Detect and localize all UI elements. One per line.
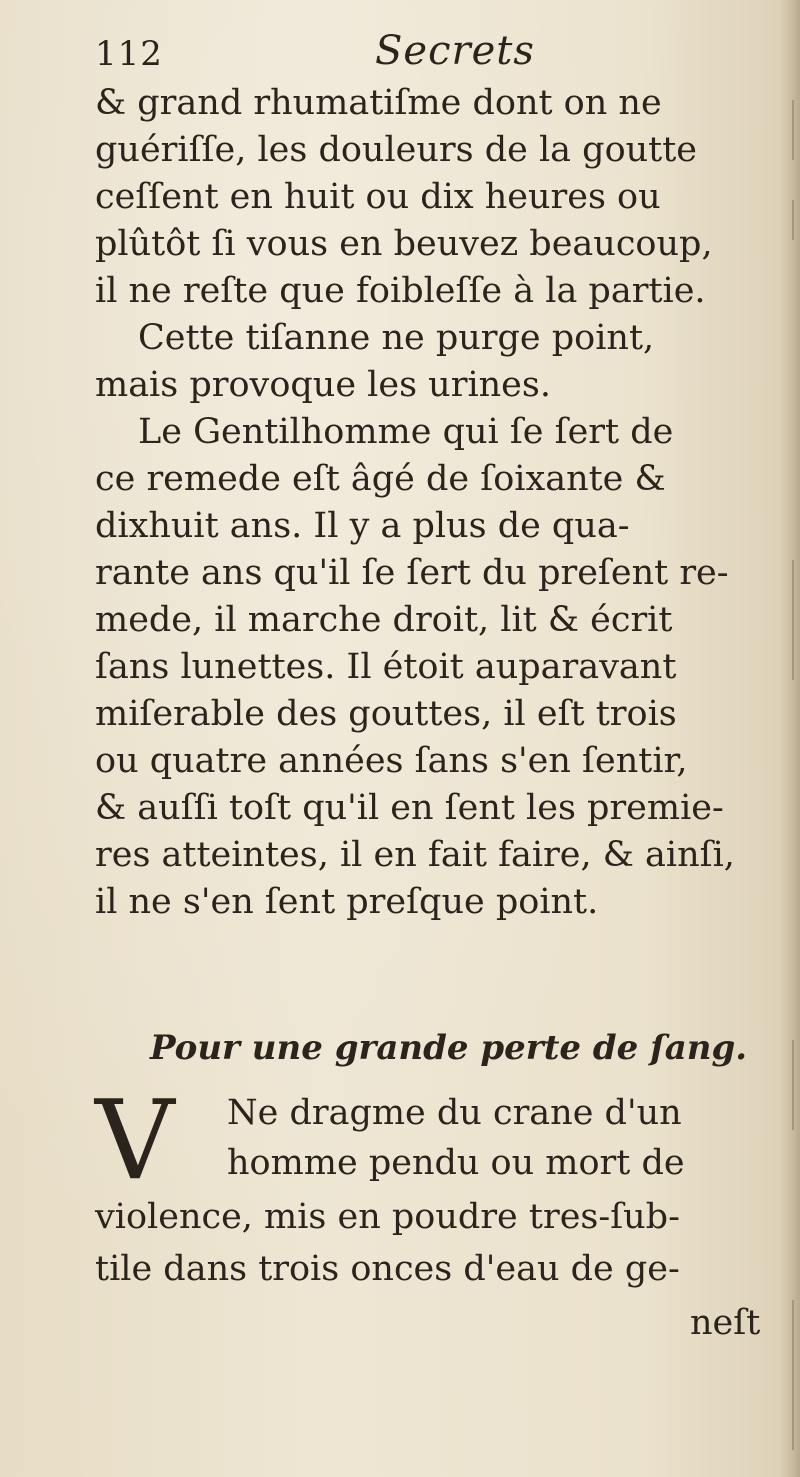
text-line: il ne s'en ſent preſque point. bbox=[95, 882, 599, 922]
catchword: neſt bbox=[690, 1303, 761, 1343]
text-line: Le Gentilhomme qui ſe ſert de bbox=[138, 412, 674, 452]
text-line: mais provoque les urines. bbox=[95, 365, 551, 405]
text-line: plûtôt ſi vous en beuvez beaucoup, bbox=[95, 224, 713, 264]
body-text bbox=[95, 80, 785, 926]
text-line: res atteintes, il en fait faire, & ainſi, bbox=[95, 835, 735, 875]
bleed-through-mark bbox=[792, 560, 794, 680]
text-line: Ne dragme du crane d'un bbox=[227, 1093, 682, 1133]
text-line: & auſſi toſt qu'il en ſent les premie- bbox=[95, 788, 724, 828]
text-line: miſerable des gouttes, il eſt trois bbox=[95, 694, 677, 734]
text-line: ceſſent en huit ou dix heures ou bbox=[95, 177, 661, 217]
text-line: mede, il marche droit, lit & écrit bbox=[95, 600, 673, 640]
text-line: ce remede eſt âgé de ſoixante & bbox=[95, 459, 666, 499]
page-header bbox=[95, 28, 775, 78]
bleed-through-mark bbox=[792, 100, 794, 160]
text-line: & grand rhumatiſme dont on ne bbox=[95, 83, 662, 123]
text-line: ſans lunettes. Il étoit auparavant bbox=[95, 647, 677, 687]
text-line: Cette tiſanne ne purge point, bbox=[138, 318, 655, 358]
bleed-through-mark bbox=[792, 200, 794, 240]
text-line: guériſſe, les douleurs de la goutte bbox=[95, 130, 698, 170]
recipe-paragraph bbox=[95, 1076, 785, 1360]
text-line: tile dans trois onces d'eau de ge- bbox=[95, 1249, 680, 1289]
section-heading: Pour une grande perte de ſang. bbox=[150, 1028, 748, 1068]
bleed-through-mark bbox=[792, 1040, 794, 1130]
running-head: Secrets bbox=[375, 28, 535, 74]
text-line: il ne reſte que foibleſſe à la partie. bbox=[95, 271, 706, 311]
text-line: rante ans qu'il ſe ſert du preſent re- bbox=[95, 553, 729, 593]
page-number: 112 bbox=[95, 34, 163, 74]
text-line: ou quatre années ſans s'en ſentir, bbox=[95, 741, 688, 781]
bleed-through-mark bbox=[792, 1300, 794, 1450]
text-line: violence, mis en poudre tres-ſub- bbox=[95, 1197, 680, 1237]
text-line: homme pendu ou mort de bbox=[227, 1143, 685, 1183]
drop-cap: V bbox=[95, 1076, 175, 1204]
text-line: dixhuit ans. Il y a plus de qua- bbox=[95, 506, 630, 546]
